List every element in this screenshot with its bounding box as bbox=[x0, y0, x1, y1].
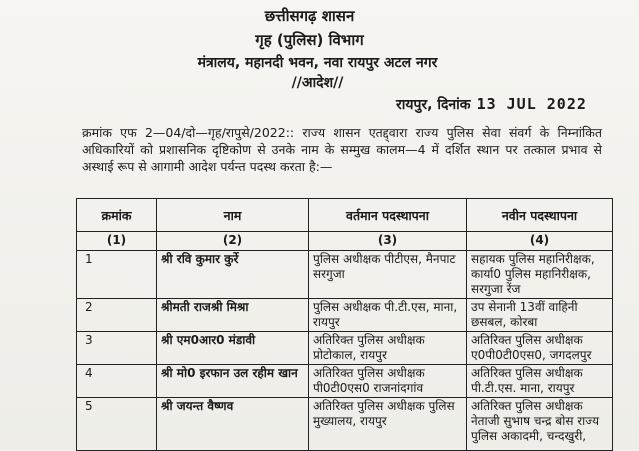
table-row bbox=[77, 398, 613, 451]
column-number-row bbox=[77, 232, 613, 251]
col-header-new: नवीन पदस्थापना bbox=[467, 199, 613, 232]
table-row bbox=[77, 251, 613, 299]
date-line bbox=[396, 95, 587, 114]
table-row bbox=[77, 332, 613, 365]
cell-new-posting: अतिरिक्त पुलिस अधीक्षक नेताजी सुभाष चन्द्र बोस राज्य पुलिस अकादमी, चन्दखुरी, bbox=[467, 398, 613, 451]
cell-sn: 3 bbox=[77, 332, 157, 365]
cell-sn: 5 bbox=[77, 398, 157, 451]
header-order: //आदेश// bbox=[291, 75, 344, 91]
date-place: रायपुर, दिनांक bbox=[396, 97, 471, 113]
cell-current-posting: अतिरिक्त पुलिस अधीक्षक पुलिस मुख्यालय, रायपुर bbox=[309, 398, 467, 451]
cell-current-posting: अतिरिक्त पुलिस अधीक्षक पी0टी0एस0 राजनांदगांव bbox=[309, 365, 467, 398]
cell-name: श्रीमती राजश्री मिश्रा bbox=[157, 299, 309, 332]
cell-new-posting: उप सेनानी 13वीं वाहिनी छसबल, कोरबा bbox=[467, 299, 613, 332]
cell-current-posting: पुलिस अधीक्षक पीटीएस, मैनपाट सरगुजा bbox=[309, 251, 467, 299]
cell-name: श्री एम0आर0 मंडावी bbox=[157, 332, 309, 365]
col-number: (2) bbox=[157, 232, 309, 251]
cell-current-posting: अतिरिक्त पुलिस अधीक्षक प्रोटोकाल, रायपुर bbox=[309, 332, 467, 365]
cell-name: श्री रवि कुमार कुर्रे bbox=[157, 251, 309, 299]
col-header-name: नाम bbox=[157, 199, 309, 232]
cell-current-posting: पुलिस अधीक्षक पी.टी.एस, माना, रायपुर bbox=[309, 299, 467, 332]
cell-new-posting: सहायक पुलिस महानिरीक्षक, कार्या0 पुलिस महानिरीक्षक, सरगुजा रेंज bbox=[467, 251, 613, 299]
cell-name: श्री मो0 इरफान उल रहीम खान bbox=[157, 365, 309, 398]
col-number: (3) bbox=[309, 232, 467, 251]
cell-sn: 4 bbox=[77, 365, 157, 398]
table-row bbox=[77, 299, 613, 332]
header-address: मंत्रालय, महानदी भवन, नवा रायपुर अटल नगर bbox=[197, 55, 438, 71]
posting-table bbox=[76, 198, 613, 451]
header-government: छत्तीसगढ़ शासन bbox=[264, 7, 355, 25]
cell-sn: 2 bbox=[77, 299, 157, 332]
col-header-sn: क्रमांक bbox=[77, 199, 157, 232]
cell-name: श्री जयन्त वैष्णव bbox=[157, 398, 309, 451]
cell-new-posting: अतिरिक्त पुलिस अधीक्षक पी.टी.एस. माना, रायपुर bbox=[467, 365, 613, 398]
col-header-current: वर्तमान पदस्थापना bbox=[309, 199, 467, 232]
col-number: (1) bbox=[77, 232, 157, 251]
cell-sn: 1 bbox=[77, 251, 157, 299]
table-header-row bbox=[77, 199, 613, 232]
order-body: क्रमांक एफ 2—04/दो—गृह/रापुसे/2022:: राज्य शासन एतद्द्वारा राज्य पुलिस सेवा संवर्ग के निम्नांकित अधिकारियों को प्रशासनिक दृष्टिकोण से उनके नाम के सम्मुख कालम—4 में दर्शित स्थान पर तत्काल प्रभाव से अस्थाई रूप से आगामी आदेश पर्यन्त पदस्थ करता है:— bbox=[82, 125, 602, 174]
col-number: (4) bbox=[467, 232, 613, 251]
cell-new-posting: अतिरिक्त पुलिस अधीक्षक ए0पी0टी0एस0, जगदलपुर bbox=[467, 332, 613, 365]
header-department: गृह (पुलिस) विभाग bbox=[255, 31, 364, 49]
table-row bbox=[77, 365, 613, 398]
date-stamp: 13 JUL 2022 bbox=[476, 95, 587, 113]
